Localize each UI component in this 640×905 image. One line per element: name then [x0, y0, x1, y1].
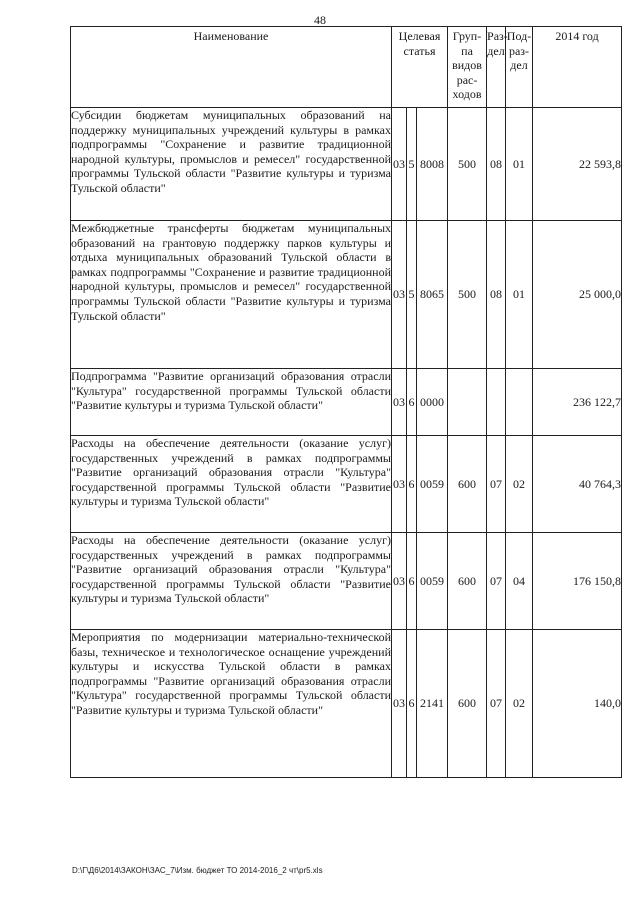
- header-row: [71, 27, 622, 108]
- cell-expense-group: 600: [448, 630, 487, 778]
- cell-target-article-3: 0059: [417, 436, 448, 533]
- cell-target-article-3: 8065: [417, 221, 448, 369]
- cell-expense-group: 600: [448, 533, 487, 630]
- table-row: [71, 108, 622, 221]
- row-name: Расходы на обеспечение деятельности (оказание услуг) государственных учреждений в рамках подпрограммы "Развитие организаций образования отрасли "Культура" государственной программы Тульской области "Развитие культуры и туризма Тульской области": [71, 533, 392, 630]
- cell-expense-group: [448, 369, 487, 436]
- cell-expense-group: 500: [448, 221, 487, 369]
- cell-target-article-2: 6: [407, 369, 417, 436]
- cell-target-article-2: 6: [407, 533, 417, 630]
- cell-target-article-2: 6: [407, 436, 417, 533]
- cell-amount: 25 000,0: [533, 221, 622, 369]
- cell-target-article-2: 5: [407, 108, 417, 221]
- cell-section: [487, 369, 506, 436]
- cell-amount: 176 150,8: [533, 533, 622, 630]
- cell-target-article-2: 5: [407, 221, 417, 369]
- header-subsection: Под-раз-дел: [506, 27, 533, 108]
- cell-target-article-2: 6: [407, 630, 417, 778]
- table-row: [71, 369, 622, 436]
- cell-target-article-1: 03: [392, 533, 407, 630]
- cell-section: 08: [487, 221, 506, 369]
- table-row: [71, 436, 622, 533]
- cell-amount: 236 122,7: [533, 369, 622, 436]
- cell-target-article-1: 03: [392, 369, 407, 436]
- cell-target-article-1: 03: [392, 630, 407, 778]
- cell-target-article-3: 8008: [417, 108, 448, 221]
- cell-amount: 140,0: [533, 630, 622, 778]
- cell-section: 07: [487, 630, 506, 778]
- header-target-article: Целевая статья: [392, 27, 448, 108]
- row-name: Субсидии бюджетам муниципальных образований на поддержку муниципальных учреждений культуры в рамках подпрограммы "Сохранение и развитие традиционной народной культуры, промыслов и ремесел" государственной программы Тульской области "Развитие культуры и туризма Тульской области": [71, 108, 392, 221]
- cell-subsection: 04: [506, 533, 533, 630]
- cell-section: 07: [487, 533, 506, 630]
- cell-subsection: 02: [506, 630, 533, 778]
- table-row: [71, 630, 622, 778]
- header-expense-group: Груп-па видов рас-ходов: [448, 27, 487, 108]
- table-row: [71, 533, 622, 630]
- cell-amount: 40 764,3: [533, 436, 622, 533]
- table-row: [71, 221, 622, 369]
- cell-amount: 22 593,8: [533, 108, 622, 221]
- cell-section: 08: [487, 108, 506, 221]
- cell-target-article-3: 0059: [417, 533, 448, 630]
- cell-target-article-3: 0000: [417, 369, 448, 436]
- header-name: Наименование: [71, 27, 392, 108]
- cell-expense-group: 500: [448, 108, 487, 221]
- header-section: Раз-дел: [487, 27, 506, 108]
- cell-expense-group: 600: [448, 436, 487, 533]
- row-name: Расходы на обеспечение деятельности (оказание услуг) государственных учреждений в рамках подпрограммы "Развитие организаций образования отрасли "Культура" государственной программы Тульской области "Развитие культуры и туризма Тульской области": [71, 436, 392, 533]
- cell-subsection: [506, 369, 533, 436]
- cell-subsection: 02: [506, 436, 533, 533]
- row-name: Мероприятия по модернизации материально-технической базы, техническое и технологическое оснащение учреждений культуры и искусства Тульской области в рамках подпрограммы "Развитие организаций образования отрасли "Культура" государственной программы Тульской области "Развитие культуры и туризма Тульской области": [71, 630, 392, 778]
- budget-table: [70, 26, 622, 778]
- cell-target-article-3: 2141: [417, 630, 448, 778]
- row-name: Межбюджетные трансферты бюджетам муниципальных образований на грантовую поддержку парков культуры и отдыха муниципальных образований Тульской области в рамках подпрограммы "Сохранение и развитие традиционной народной культуры, промыслов и ремесел" государственной программы Тульской области "Развитие культуры и туризма Тульской области": [71, 221, 392, 369]
- cell-target-article-1: 03: [392, 436, 407, 533]
- header-year: 2014 год: [533, 27, 622, 108]
- page-number: 48: [314, 13, 326, 27]
- cell-subsection: 01: [506, 221, 533, 369]
- cell-target-article-1: 03: [392, 108, 407, 221]
- cell-subsection: 01: [506, 108, 533, 221]
- cell-target-article-1: 03: [392, 221, 407, 369]
- footer-file-path: D:\Г\Д6\2014\ЗАКОН\ЗАС_7\Изм. бюджет ТО 2014-2016_2 чт\pr5.xls: [72, 866, 323, 875]
- row-name: Подпрограмма "Развитие организаций образования отрасли "Культура" государственной программы Тульской области "Развитие культуры и туризма Тульской области": [71, 369, 392, 436]
- cell-section: 07: [487, 436, 506, 533]
